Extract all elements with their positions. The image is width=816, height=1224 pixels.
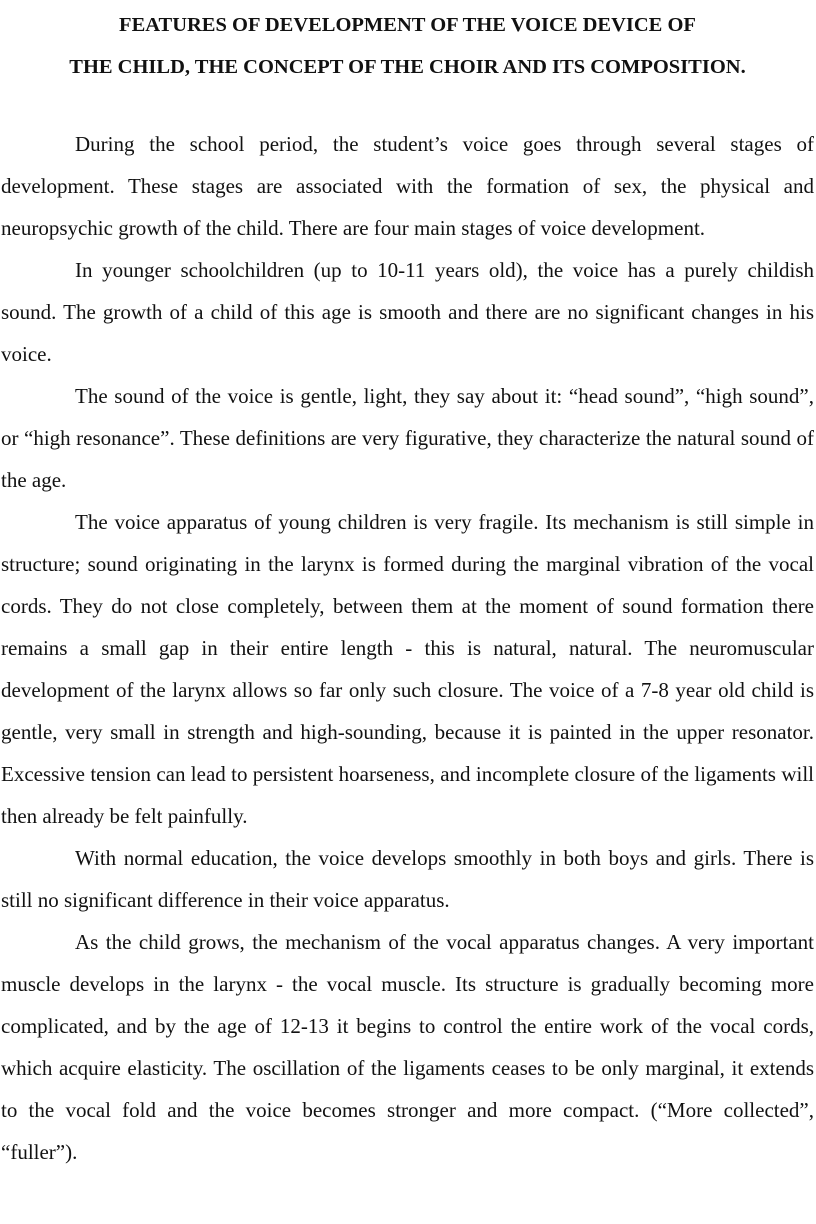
title-line-1: FEATURES OF DEVELOPMENT OF THE VOICE DEVICE OF [119, 14, 696, 36]
paragraph-6: As the child grows, the mechanism of the vocal apparatus changes. A very important muscle develops in the larynx - the vocal muscle. Its structure is gradually becoming more complicated, and by the age of 12-13 it begins to control the entire work of the vocal cords, which acquire elasticity. The oscillation of the ligaments ceases to be only marginal, it extends to the vocal fold and the voice becomes stronger and more compact. (“More collected”, “fuller”). [1, 930, 814, 1164]
paragraph-4: The voice apparatus of young children is very fragile. Its mechanism is still simple in structure; sound originating in the larynx is formed during the marginal vibration of the vocal cords. They do not close completely, between them at the moment of sound formation there remains a small gap in their entire length - this is natural, natural. The neuromuscular development of the larynx allows so far only such closure. The voice of a 7-8 year old child is gentle, very small in strength and high-sounding, because it is painted in the upper resonator. Excessive tension can lead to persistent hoarseness, and incomplete closure of the ligaments will then already be felt painfully. [1, 510, 814, 828]
paragraph-1: During the school period, the student’s voice goes through several stages of development. These stages are associated with the formation of sex, the physical and neuropsychic growth of the child. There are four main stages of voice development. [1, 132, 814, 240]
title-line-2: THE CHILD, THE CONCEPT OF THE CHOIR AND ITS COMPOSITION. [69, 56, 746, 78]
paragraph-3: The sound of the voice is gentle, light, they say about it: “head sound”, “high sound”, or “high resonance”. These definitions are very figurative, they characterize the natural sound of the age. [1, 384, 814, 492]
body-text [1, 123, 814, 1173]
paragraph-5: With normal education, the voice develops smoothly in both boys and girls. There is still no significant difference in their voice apparatus. [1, 846, 814, 912]
page-title [1, 4, 814, 88]
paragraph-2: In younger schoolchildren (up to 10-11 years old), the voice has a purely childish sound. The growth of a child of this age is smooth and there are no significant changes in his voice. [1, 258, 814, 366]
